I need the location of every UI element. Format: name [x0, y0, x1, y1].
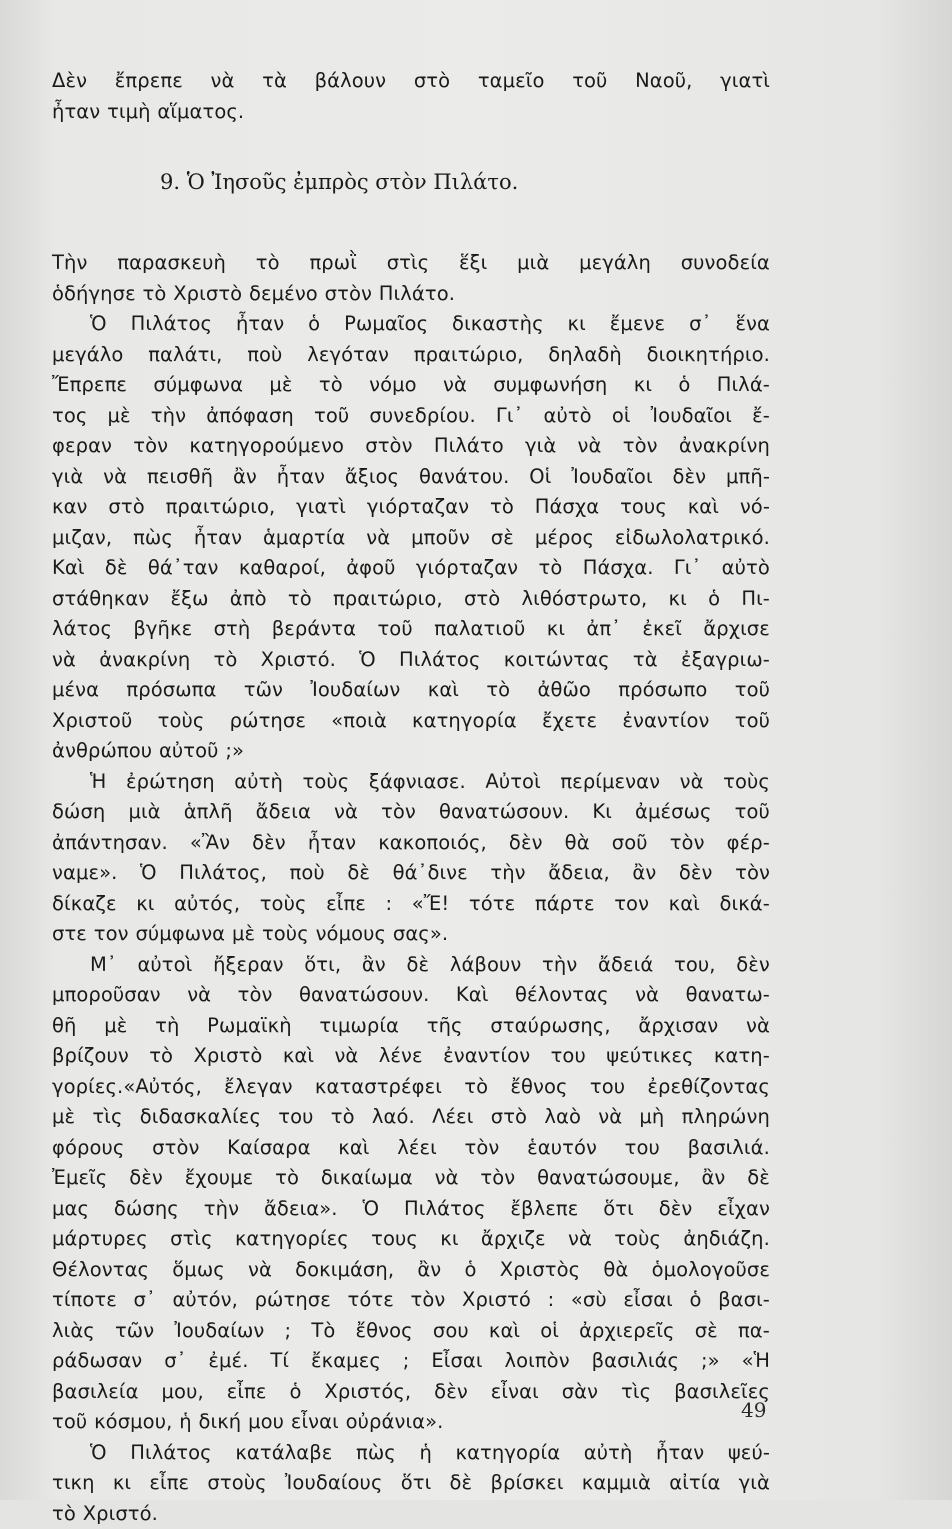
text-line: ναμε». Ὁ Πιλάτος, ποὺ δὲ θά᾿δινε τὴν ἄδεια, ἂν δὲν τὸν — [52, 858, 770, 889]
text-line: τικη κι εἶπε στοὺς Ἰουδαίους ὅτι δὲ βρίσκει καμμιὰ αἰτία γιὰ — [52, 1468, 770, 1499]
text-line: ἀνθρώπου αὐτοῦ ;» — [52, 736, 770, 767]
text-line: μας δώσης τὴν ἄδεια». Ὁ Πιλάτος ἔβλεπε ὅτι δὲν εἶχαν — [52, 1194, 770, 1225]
text-line: μένα πρόσωπα τῶν Ἰουδαίων καὶ τὸ ἀθῶο πρόσωπο τοῦ — [52, 675, 770, 706]
text-line: Δὲν ἔπρεπε νὰ τὰ βάλουν στὸ ταμεῖο τοῦ Ναοῦ, γιατὶ — [52, 66, 770, 97]
text-line: Θέλοντας ὅμως νὰ δοκιμάση, ἂν ὁ Χριστὸς θὰ ὁμολογοῦσε — [52, 1255, 770, 1286]
text-line: μὲ τὶς διδασκαλίες του τὸ λαό. Λέει στὸ λαὸ νὰ μὴ πληρώνη — [52, 1102, 770, 1133]
text-line: φόρους στὸν Καίσαρα καὶ λέει τὸν ἑαυτόν του βασιλιά. — [52, 1133, 770, 1164]
text-line: ράδωσαν σ᾿ ἐμέ. Τί ἔκαμες ; Εἶσαι λοιπὸν βασιλιάς ;» «Ἡ — [52, 1346, 770, 1377]
page-number: 49 — [741, 1398, 766, 1422]
text-line: δίκαζε κι αὐτός, τοὺς εἶπε : «Ἔ! τότε πάρτε τον καὶ δικά- — [52, 889, 770, 920]
text-line: Ὁ Πιλάτος κατάλαβε πὼς ἡ κατηγορία αὐτὴ ἦταν ψεύ- — [52, 1438, 770, 1469]
text-line: τίποτε σ᾿ αὐτόν, ρώτησε τότε τὸν Χριστό : «σὺ εἶσαι ὁ βασι- — [52, 1285, 770, 1316]
text-line: δώση μιὰ ἁπλῆ ἄδεια νὰ τὸν θανατώσουν. Κι ἀμέσως τοῦ — [52, 797, 770, 828]
text-line: καν στὸ πραιτώριο, γιατὶ γιόρταζαν τὸ Πάσχα τους καὶ νό- — [52, 492, 770, 523]
text-line: λιὰς τῶν Ἰουδαίων ; Τὸ ἔθνος σου καὶ οἱ ἀρχιερεῖς σὲ πα- — [52, 1316, 770, 1347]
text-line: στε τον σύμφωνα μὲ τοὺς νόμους σας». — [52, 919, 770, 950]
text-line: στάθηκαν ἔξω ἀπὸ τὸ πραιτώριο, στὸ λιθόστρωτο, κι ὁ Πι- — [52, 584, 770, 615]
text-line: ὁδήγησε τὸ Χριστὸ δεμένο στὸν Πιλάτο. — [52, 279, 770, 310]
text-line: γορίες.«Αὐτός, ἔλεγαν καταστρέφει τὸ ἔθνος του ἐρεθίζοντας — [52, 1072, 770, 1103]
text-line: βρίζουν τὸ Χριστὸ καὶ νὰ λένε ἐναντίον του ψεύτικες κατη- — [52, 1041, 770, 1072]
text-line: Ὁ Πιλάτος ἦταν ὁ Ρωμαῖος δικαστὴς κι ἔμενε σ᾿ ἕνα — [52, 309, 770, 340]
text-line: γιὰ νὰ πεισθῆ ἂν ἦταν ἄξιος θανάτου. Οἱ Ἰουδαῖοι δὲν μπῆ- — [52, 462, 770, 493]
section-heading: 9. Ὁ Ἰησοῦς ἐμπρὸς στὸν Πιλάτο. — [160, 170, 518, 194]
text-line: λάτος βγῆκε στὴ βεράντα τοῦ παλατιοῦ κι ἀπ᾿ ἐκεῖ ἄρχισε — [52, 614, 770, 645]
text-line: ἀπάντησαν. «Ἂν δὲν ἦταν κακοποιός, δὲν θὰ σοῦ τὸν φέρ- — [52, 828, 770, 859]
text-line: Ἡ ἐρώτηση αὐτὴ τοὺς ξάφνιασε. Αὐτοὶ περίμεναν νὰ τοὺς — [52, 767, 770, 798]
text-line: μιζαν, πὼς ἦταν ἁμαρτία νὰ μποῦν σὲ μέρος εἰδωλολατρικό. — [52, 523, 770, 554]
text-line: μάρτυρες στὶς κατηγορίες τους κι ἄρχιζε νὰ τοὺς ἀηδιάζη. — [52, 1224, 770, 1255]
text-line: Τὴν παρασκευὴ τὸ πρωῒ στὶς ἕξι μιὰ μεγάλη συνοδεία — [52, 248, 770, 279]
text-line: τὸ Χριστό. — [52, 1499, 770, 1529]
text-line: Ἔπρεπε σύμφωνα μὲ τὸ νόμο νὰ συμφωνήση κι ὁ Πιλά- — [52, 370, 770, 401]
text-line: μποροῦσαν νὰ τὸν θανατώσουν. Καὶ θέλοντας νὰ θανατω- — [52, 980, 770, 1011]
text-line: τος μὲ τὴν ἀπόφαση τοῦ συνεδρίου. Γι᾿ αὐτὸ οἱ Ἰουδαῖοι ἔ- — [52, 401, 770, 432]
text-line: Καὶ δὲ θά᾿ταν καθαροί, ἀφοῦ γιόρταζαν τὸ Πάσχα. Γι᾿ αὐτὸ — [52, 553, 770, 584]
text-line: βασιλεία μου, εἶπε ὁ Χριστός, δὲν εἶναι σὰν τὶς βασιλεῖες — [52, 1377, 770, 1408]
text-line: ἦταν τιμὴ αἵματος. — [52, 97, 770, 128]
text-line: θῆ μὲ τὴ Ρωμαϊκὴ τιμωρία τῆς σταύρωσης, ἄρχισαν νὰ — [52, 1011, 770, 1042]
text-line: νὰ ἀνακρίνη τὸ Χριστό. Ὁ Πιλάτος κοιτώντας τὰ ἐξαγριω- — [52, 645, 770, 676]
text-line: Ἐμεῖς δὲν ἔχουμε τὸ δικαίωμα νὰ τὸν θανατώσουμε, ἂν δὲ — [52, 1163, 770, 1194]
text-line: τοῦ κόσμου, ἡ δική μου εἶναι οὐράνια». — [52, 1407, 770, 1438]
intro-paragraph — [52, 66, 770, 127]
body-text — [52, 248, 770, 1529]
text-line: Χριστοῦ τοὺς ρώτησε «ποιὰ κατηγορία ἔχετε ἐναντίον τοῦ — [52, 706, 770, 737]
text-line: μεγάλο παλάτι, ποὺ λεγόταν πραιτώριο, δηλαδὴ διοικητήριο. — [52, 340, 770, 371]
text-line: Μ᾿ αὐτοὶ ἤξεραν ὅτι, ἂν δὲ λάβουν τὴν ἄδειά του, δὲν — [52, 950, 770, 981]
text-line: φεραν τὸν κατηγορούμενο στὸν Πιλάτο γιὰ νὰ τὸν ἀνακρίνη — [52, 431, 770, 462]
